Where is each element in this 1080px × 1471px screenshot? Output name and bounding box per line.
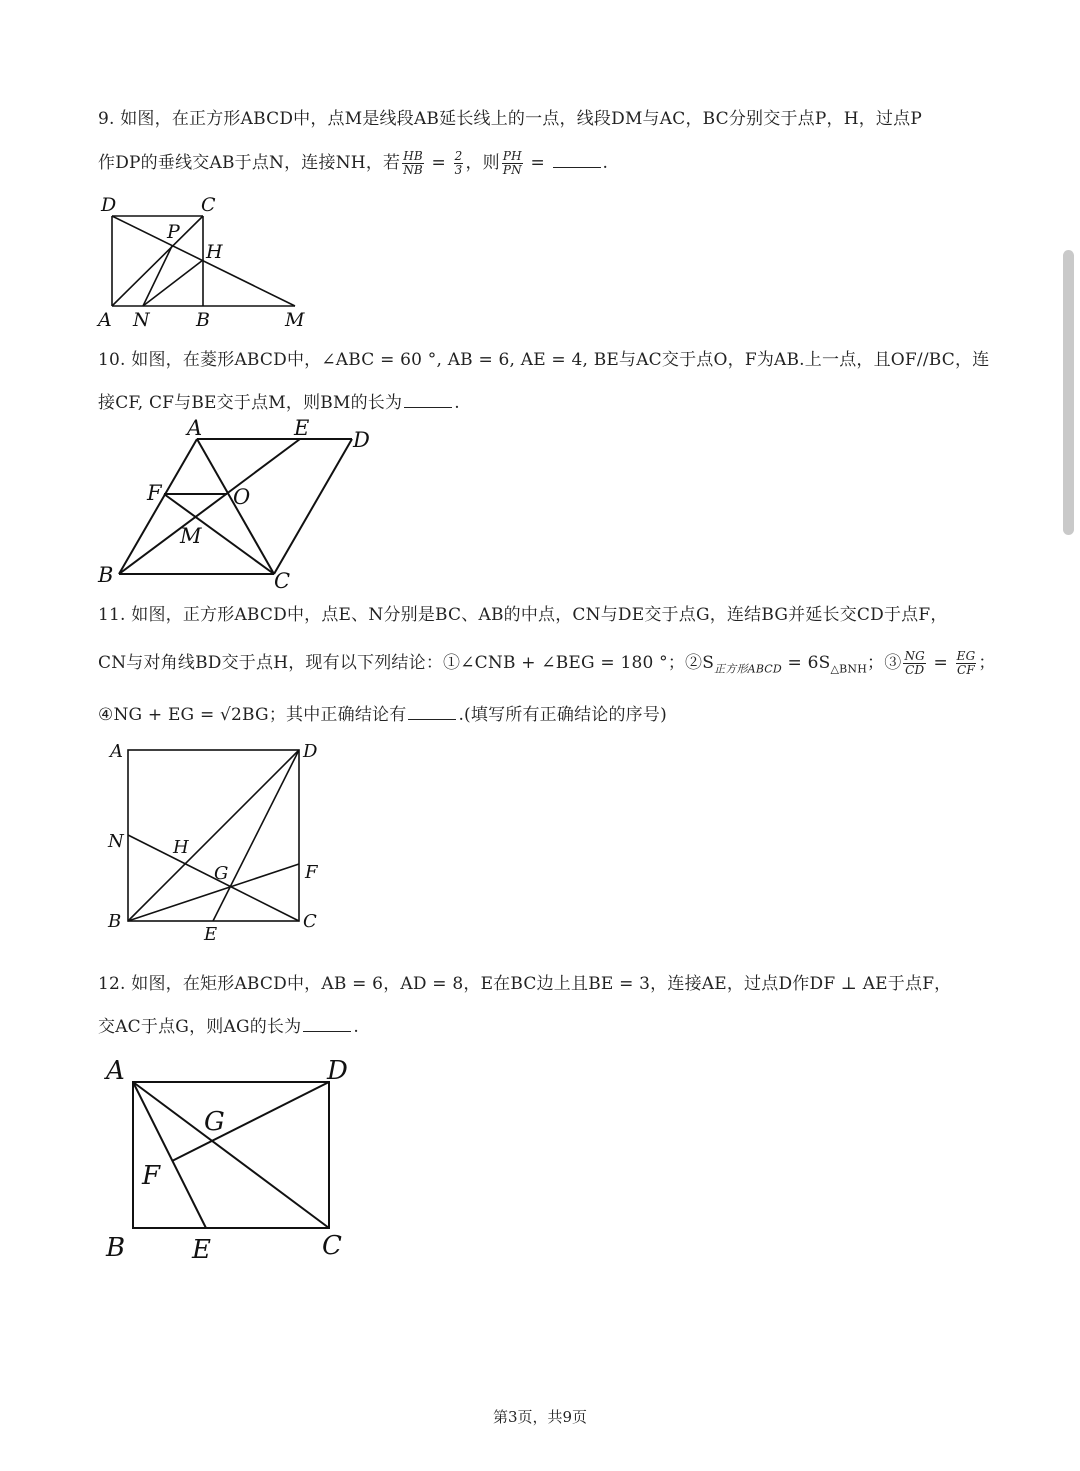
q11-label-c: C [303, 911, 317, 932]
q11-line1: 11. 如图，正方形ABCD中，点E、N分别是BC、AB的中点，CN与DE交于点G，连结BG并延长交CD于点F， [98, 605, 948, 625]
q9-label-b: B [196, 309, 210, 331]
q10-label-a: A [187, 416, 203, 440]
q12-label-a: A [106, 1056, 125, 1086]
q11-label-a: A [110, 741, 123, 762]
q9-line2: 作DP的垂线交AB于点N，连接NH，若 $\frac{HB}{NB}$ = $\frac{2}{3}$ ，则 $\frac{PH}{PN}$ = . [98, 149, 609, 177]
q11-label-b: B [108, 911, 122, 932]
q10-label-o: O [233, 485, 251, 509]
q12-line2: 交AC于点G，则AG的长为 . [98, 1017, 359, 1037]
q10-label-c: C [274, 569, 291, 593]
q10-line2: 接CF, CF与BE交于点M，则BM的长为 . [98, 393, 460, 413]
q11-frac-ng-cd: $\frac{NG}{CD}$ [904, 649, 925, 677]
q9-label-a: A [98, 309, 112, 331]
q12-label-g: G [204, 1107, 225, 1137]
q11-frac-eg-cf: $\frac{EG}{CF}$ [956, 649, 976, 677]
q9-label-d: D [101, 194, 117, 216]
q11-label-g: G [214, 863, 229, 884]
q11-label-f: F [305, 862, 318, 883]
q10-label-b: B [98, 563, 114, 587]
q10-label-f: F [147, 481, 162, 505]
q12-label-c: C [322, 1231, 342, 1261]
q12-figure [100, 1045, 370, 1274]
q10-label-m: M [180, 524, 202, 548]
scrollbar-thumb[interactable] [1063, 250, 1074, 535]
q9-line1: 9. 如图，在正方形ABCD中，点M是线段AB延长线上的一点，线段DM与AC，BC分别交于点P，H，过点P [98, 109, 922, 129]
q11-figure [100, 735, 330, 954]
q11-line2: CN与对角线BD交于点H，现有以下列结论：①∠CNB + ∠BEG = 180 °；$②S_{正方形ABCD} = 6S_{\triangle BNH}$；③ $\frac{NG}{CD}$ = $\frac{EG}{CF}$ ； [98, 649, 996, 677]
q9-line2-a: 作DP的垂线交AB于点N，连接NH，若 [98, 153, 401, 173]
q11-line3: ④NG + EG = √2BG；其中正确结论有 .(填写所有正确结论的序号) [98, 705, 667, 725]
q12-label-e: E [192, 1235, 211, 1265]
q12-answer-blank [303, 1019, 351, 1032]
q12-label-f: F [142, 1161, 161, 1191]
q9-frac-ph-pn: $\frac{PH}{PN}$ [502, 149, 522, 177]
q9-frac-hb-nb: $\frac{HB}{NB}$ [403, 149, 423, 177]
q10-figure [92, 412, 392, 601]
q10-answer-blank [404, 395, 452, 408]
q10-line1: 10. 如图，在菱形ABCD中，∠ABC = 60 °, AB = 6, AE = 4, BE与AC交于点O，F为AB.上一点，且OF//BC，连 [98, 350, 990, 370]
q9-figure [95, 190, 325, 339]
q9-label-p: P [167, 221, 180, 243]
q9-answer-blank [553, 155, 601, 168]
q9-label-m: M [285, 309, 305, 331]
q11-label-e: E [204, 924, 218, 945]
q11-answer-blank [408, 707, 456, 720]
q9-label-n: N [133, 309, 150, 331]
q9-label-h: H [206, 241, 223, 263]
q11-label-d: D [303, 741, 318, 762]
q9-frac-2-3: $\frac{2}{3}$ [454, 149, 463, 177]
q12-label-b: B [106, 1233, 126, 1263]
q10-label-d: D [353, 428, 370, 452]
q12-line1: 12. 如图，在矩形ABCD中，AB = 6，AD = 8，E在BC边上且BE = 3，连接AE，过点D作DF ⊥ AE于点F， [98, 974, 952, 994]
q12-label-d: D [327, 1056, 348, 1086]
q11-label-h: H [173, 837, 189, 858]
q10-label-e: E [294, 416, 310, 440]
q9-label-c: C [201, 194, 216, 216]
page-footer: 第3页，共9页 [492, 1408, 588, 1426]
q11-label-n: N [108, 831, 124, 852]
